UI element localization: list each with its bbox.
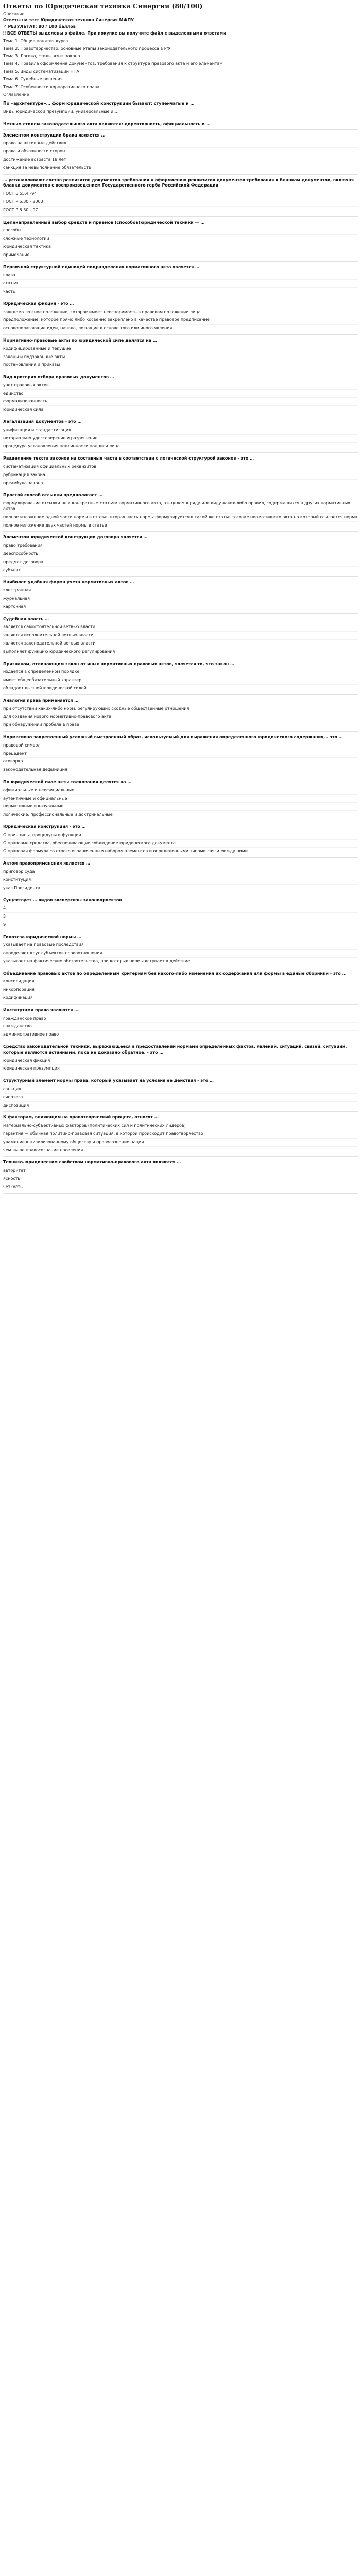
question-text: Институтами права являются … [3,1007,79,1012]
answer-option: правовой символ [3,742,41,748]
answer-option: юридическая презумпция [3,1064,358,1073]
question-block [3,535,358,577]
answer-option: гражданское право [3,1015,46,1021]
question-block [3,301,358,335]
answer-option: законы и подзаконные акты [3,353,358,361]
page-title: Ответы по Юридическая техника Синергия (80/100) [3,2,203,10]
answer-option: чем выше правосознание населения … [3,1146,358,1155]
question-text: Нормативно закрепленный условный выстроенный образ, используемый для выражения определенного юридического содержания, - это … [3,734,343,739]
answer-option: право требования [3,543,43,548]
question-text: Разделение текста законов на составные части в соответствии с логической структурой законов - это … [3,456,254,461]
question-text: По юридической силе акты толкования делятся на … [3,779,132,784]
answer-option: О принципы, процедуры и функции [3,832,81,837]
question-block [3,735,358,776]
answer-option: глава [3,273,15,278]
answer-option: юридическая тактика [3,243,358,251]
answer-option: право на активные действия [3,141,66,146]
answer-option: является законодательной ветвью власти [3,639,358,648]
question-block [3,824,358,858]
answer-option: систематизация официальных реквизитов [3,464,97,469]
answer-option: предмет договора [3,558,358,566]
question-divider [3,694,358,695]
question-text: Структурный элемент нормы права, который указывает на условия ее действия - это … [3,1078,214,1083]
topic-item: Тема 3. Логика, стиль, язык закона [3,54,80,59]
question-block [3,935,358,968]
question-text: Первичной структурной единицей подразделения нормативного акта является … [3,264,200,269]
topic-item: Тема 2. Правотворчество, основные этапы законодательного процесса в РФ [3,46,170,51]
document [0,0,361,1199]
topic-item: Тема 5. Виды систематизации НПА [3,69,79,74]
answer-option: ГОСТ Р 6.30 - 2003 [3,198,358,206]
answer-option: административное право [3,1030,358,1039]
answer-option: ГОСТ 5.55.4 -94 [3,191,37,196]
answer-option: имеет общеобязательный характер [3,676,358,684]
question-block [3,338,358,371]
answer-option: нотариально удостоверение и разрешение [3,434,358,443]
answer-option: аутентичные и официальные [3,794,358,803]
question-divider [3,1111,358,1112]
question-text: Юридическая фикция - это … [3,301,74,306]
question-text: … устанавливают состав реквизитов документов требования к оформлению реквизитов документов требования к бланкам документов, включая бланки документов с воспроизведением Государственного герба Российской Федерации [3,177,354,188]
question-text: Простой способ отсылки предполагает … [3,493,103,498]
question-block [3,178,358,217]
answer-option: Виды юридической презумпций: универсальные и … [3,109,119,114]
answer-option: процедура установления подлинности подписи лица [3,442,358,450]
question-block [3,419,358,453]
question-divider [3,731,358,732]
question-text: Средство законодательной техники, выражающееся в предоставлении нормами определенных фактов, явлений, ситуаций, связей, ситуаций, которые являются истинными, пока не доказано обратное, - это … [3,1044,347,1055]
question-divider [3,613,358,614]
answer-option: оговорка [3,757,358,766]
answer-option: рубрикация закона [3,471,358,479]
answer-option: юридическая сила [3,405,358,414]
question-block [3,861,358,894]
question-text: Объединение правовых актов по определенным критериям без какого-либо изменения их содержания или формы в единые сборники - это … [3,971,347,976]
answer-option: конституция [3,876,358,884]
question-text: Вид критерия отбора правовых документов … [3,375,114,380]
question-text: Признаком, отличающим закон от иных нормативных правовых актов, является то, что закон … [3,661,235,666]
answer-option: является самостоятельной ветвью власти [3,624,96,630]
answer-option: предположение, которое прямо либо косвенно закреплено в качестве правовое предписание [3,316,358,324]
answer-option: 3 [3,912,358,921]
question-text: Гипотеза юридической нормы … [3,934,82,939]
question-block [3,971,358,1005]
answer-option: часть [3,287,358,296]
answer-option: гипотеза [3,1093,358,1101]
answer-option: гарантия — обычная политико-правовая ситуация, в которой происходит правотворчество [3,1130,358,1138]
question-block [3,1044,358,1075]
topics-list [3,38,358,91]
answer-option: для создания нового нормативно-правового акта [3,713,358,721]
answer-option: при отсутствии каких-либо норм, регулирующих сходные общественные отношения [3,706,190,711]
question-block [3,1078,358,1112]
answer-option: уважение к цивилизованному обществу и правосознание нации [3,1138,358,1146]
question-block [3,698,358,732]
answer-option: преамбула закона [3,479,358,487]
answer-option: полное изложение двух частей нормы в статье [3,521,358,530]
answer-option: указывает на правовые последствия [3,942,84,947]
answer-option: юридическая фикция [3,1058,50,1063]
notice-text: ‼ ВСЕ ОТВЕТЫ выделены в файле. При покупке вы получите файл с выделенными ответами [3,31,226,36]
answer-option: унификация и стандартизация [3,427,71,432]
question-block [3,617,358,658]
answer-option: права и обязанности сторон [3,147,358,156]
question-block [3,1115,358,1157]
answer-option: при обнаружении пробела в праве [3,721,358,729]
question-block [3,1008,358,1041]
answer-option: сложные технологии [3,234,358,243]
question-divider [3,1193,358,1194]
answer-option: ГОСТ Р 6.30 - 97 [3,206,358,214]
question-divider [3,857,358,858]
question-divider [3,1156,358,1157]
answer-option: основополагающие идеи, начала, лежащие в основе того или иного явления [3,324,358,332]
answer-option: обладает высшей юридической силой [3,684,358,692]
subtitle: Ответы на тест Юридическая техника Синергия МФПУ [3,18,134,23]
toc-label: Оглавление [3,92,29,97]
question-text: Нормативно-правовые акты по юридической силе делятся на … [3,337,157,343]
question-divider [3,576,358,577]
answer-option: консолидация [3,979,35,984]
answer-option: постановления и приказы [3,361,358,369]
topic-item: Тема 7. Особенности корпоративного права [3,84,100,89]
question-text: Четным стилем законодательного акта являются: директивность, официальность и … [3,121,211,126]
answer-option: 9 [3,921,358,929]
question-block [3,456,358,489]
question-block [3,662,358,695]
question-text: Существует … видов экспертизы законопроектов [3,897,122,903]
question-block [3,1160,358,1193]
answer-option: полное изложение одной части нормы в статье, вторая часть нормы формулируется в такой же статье того же нормативного акта на который ссылается норма [3,513,358,521]
answer-option: журнальная [3,595,358,603]
answer-option: 4 [3,906,6,911]
answer-option: логические, профессиональные и доктринальные [3,810,358,819]
answer-option: авторитет [3,1168,26,1173]
answer-option: кодифицированные и текущие [3,346,71,351]
answer-option: гражданство [3,1022,358,1030]
answer-option: учет правовых актов [3,382,49,387]
answer-option: издается в определенном порядке [3,669,80,674]
question-block [3,375,358,416]
question-text: Наиболее удобная форма учета нормативных актов … [3,580,134,585]
answer-option: прецедент [3,750,358,758]
question-text: По «архитектуре»… форм юридической конструкции бывают: ступенчатые и … [3,101,195,106]
question-divider [3,261,358,262]
answer-option: карточная [3,603,358,611]
answer-option: официальные и неофициальные [3,787,74,792]
answer-option: дееспособность [3,550,358,558]
answer-option: санкция за невыполнение обязательств [3,164,358,172]
answer-option: приговор суда [3,869,35,874]
question-divider [3,334,358,335]
answer-option: диспозиция [3,1101,358,1110]
description-label: Описание [3,11,25,16]
question-block [3,133,358,175]
question-text: Элементом конструкции брака является … [3,132,106,138]
question-block [3,101,358,118]
question-block [3,265,358,298]
answer-option: электронная [3,588,31,593]
answer-option: является исполнительной ветвью власти [3,631,358,639]
answer-option: нормативные и казуальные [3,802,358,810]
question-divider [3,129,358,130]
answer-option: достижение возраста 18 лет [3,156,358,164]
question-divider [3,531,358,532]
answer-option: способы [3,228,22,233]
answer-option: кодификация [3,994,358,1002]
question-block [3,580,358,613]
answer-option: выполняет функцию юридического регулирования [3,648,358,656]
question-divider [3,1004,358,1005]
question-divider [3,216,358,217]
answer-option: О правовые средства, обеспечивающие соблюдение юридического документа [3,839,358,848]
answer-option: законодательная дефиниция [3,766,358,774]
answer-option: субъект [3,566,358,574]
topic-item: Тема 4. Правила оформления документов: требования к структуре правового акта и его элементам [3,61,223,66]
question-block [3,122,358,130]
question-block [3,220,358,262]
question-block [3,897,358,931]
question-divider [3,452,358,453]
answer-option: инкорпорация [3,986,358,994]
answer-option: заведомо ложное положение, которое имеет неоспоримость в правовом положении лица [3,309,201,314]
question-text: Элементом юридической конструкции договора является … [3,535,148,540]
topic-item: Тема 6. Судебные решения [3,76,63,81]
answer-option: ясность [3,1175,358,1183]
question-text: Технико-юридическим свойством нормативно-правового акта являются … [3,1160,181,1165]
answer-option: О правовая формула со строго ограниченным набором элементов и определенными типами связи между ними [3,847,358,855]
answer-option: санкция [3,1087,21,1092]
question-text: Целенаправленный выбор средств и приемов (способов)юридической техники — … [3,219,205,225]
question-text: Юридическая конструкция - это … [3,824,86,829]
answer-option: единство [3,389,358,398]
questions-list [3,101,358,1193]
answer-option: четкость [3,1183,358,1191]
question-divider [3,174,358,175]
answer-option: определяет круг субъектов правоотношения [3,949,358,957]
answer-option: формулирование отсылки не к конкретным статьям нормативного акта, а в целом к ряду или виду каких-либо правил, содержащихся в других нормативных актах [3,501,350,512]
answer-option: примечание [3,251,358,259]
answer-option: формализованность [3,397,358,405]
question-block [3,779,358,821]
result-line: ✓ РЕЗУЛЬТАТ: 80 / 100 баллов [3,24,76,29]
topic-item: Тема 1. Общие понятия курса [3,38,68,43]
question-text: Актом правоприменения является … [3,861,91,866]
answer-option: указ Президента [3,884,358,892]
question-text: Легализация документов - это … [3,419,82,425]
question-text: Аналогия права применяется … [3,698,79,703]
question-text: Судебная власть … [3,616,49,621]
question-text: К факторам, влияющим на правотворческий процесс, относят … [3,1115,159,1120]
answer-option: указывает на фактические обстоятельства, при которых нормы вступает в действие [3,957,358,965]
answer-option: статья [3,279,358,287]
answer-option: материально-субъективных факторов (политических сил и политических лидеров) [3,1123,186,1128]
question-block [3,493,358,532]
